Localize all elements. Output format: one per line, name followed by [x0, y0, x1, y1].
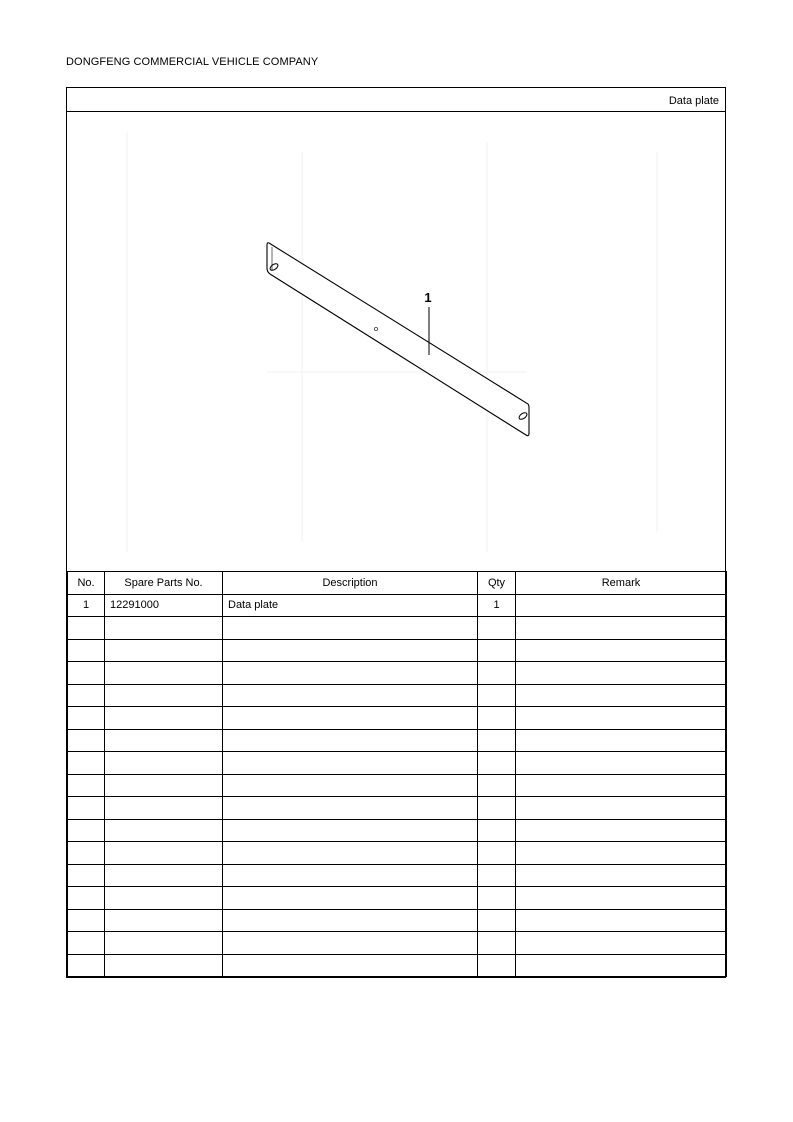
cell-qty [478, 639, 516, 662]
cell-part-no [105, 639, 223, 662]
cell-no [68, 864, 105, 887]
cell-description [223, 639, 478, 662]
cell-remark [516, 707, 727, 730]
company-name: DONGFENG COMMERCIAL VEHICLE COMPANY [66, 56, 319, 68]
table-row [68, 684, 727, 707]
cell-no [68, 707, 105, 730]
table-row [68, 774, 727, 797]
cell-part-no [105, 707, 223, 730]
cell-description [223, 774, 478, 797]
callout-number: 1 [424, 290, 432, 305]
cell-part-no [105, 662, 223, 685]
cell-description [223, 662, 478, 685]
table-row [68, 662, 727, 685]
table-row [68, 729, 727, 752]
cell-no [68, 752, 105, 775]
table-row [68, 819, 727, 842]
cell-description [223, 752, 478, 775]
table-row [68, 752, 727, 775]
cell-remark [516, 684, 727, 707]
cell-qty [478, 662, 516, 685]
header-spare-parts-no: Spare Parts No. [105, 572, 223, 595]
table-row [68, 842, 727, 865]
table-row [68, 954, 727, 977]
cell-no [68, 819, 105, 842]
cell-remark [516, 887, 727, 910]
cell-remark [516, 954, 727, 977]
cell-part-no [105, 887, 223, 910]
cell-remark [516, 909, 727, 932]
cell-part-no [105, 932, 223, 955]
cell-qty [478, 752, 516, 775]
table-row [68, 707, 727, 730]
cell-remark [516, 864, 727, 887]
cell-qty [478, 617, 516, 640]
cell-description: Data plate [223, 594, 478, 617]
cell-qty [478, 797, 516, 820]
cell-no: 1 [68, 594, 105, 617]
cell-qty [478, 729, 516, 752]
header-description: Description [223, 572, 478, 595]
cell-qty [478, 842, 516, 865]
cell-description [223, 797, 478, 820]
cell-remark [516, 594, 727, 617]
cell-description [223, 864, 478, 887]
cell-no [68, 909, 105, 932]
table-row [68, 797, 727, 820]
header-no: No. [68, 572, 105, 595]
table-row [68, 639, 727, 662]
cell-no [68, 954, 105, 977]
cell-qty: 1 [478, 594, 516, 617]
cell-qty [478, 954, 516, 977]
cell-remark [516, 617, 727, 640]
cell-no [68, 842, 105, 865]
cell-qty [478, 707, 516, 730]
table-row [68, 617, 727, 640]
cell-remark [516, 639, 727, 662]
cell-qty [478, 684, 516, 707]
cell-description [223, 617, 478, 640]
cell-part-no [105, 909, 223, 932]
cell-description [223, 819, 478, 842]
cell-description [223, 909, 478, 932]
cell-part-no [105, 684, 223, 707]
table-row [68, 909, 727, 932]
parts-sheet [66, 87, 726, 978]
cell-no [68, 932, 105, 955]
cell-part-no [105, 774, 223, 797]
table-row [68, 594, 727, 617]
cell-qty [478, 932, 516, 955]
data-plate-drawing [67, 112, 726, 571]
cell-remark [516, 774, 727, 797]
cell-no [68, 887, 105, 910]
cell-part-no [105, 752, 223, 775]
cell-description [223, 887, 478, 910]
cell-qty [478, 864, 516, 887]
header-remark: Remark [516, 572, 727, 595]
data-plate-shape [267, 243, 529, 436]
cell-remark [516, 729, 727, 752]
cell-remark [516, 842, 727, 865]
cell-qty [478, 819, 516, 842]
cell-part-no [105, 819, 223, 842]
cell-no [68, 617, 105, 640]
cell-no [68, 684, 105, 707]
cell-description [223, 842, 478, 865]
cell-part-no [105, 954, 223, 977]
cell-part-no [105, 864, 223, 887]
cell-remark [516, 797, 727, 820]
cell-description [223, 684, 478, 707]
cell-part-no [105, 617, 223, 640]
cell-qty [478, 774, 516, 797]
cell-part-no [105, 797, 223, 820]
cell-qty [478, 887, 516, 910]
cell-part-no [105, 729, 223, 752]
cell-qty [478, 909, 516, 932]
cell-no [68, 729, 105, 752]
table-row [68, 864, 727, 887]
cell-description [223, 932, 478, 955]
cell-part-no [105, 842, 223, 865]
cell-no [68, 639, 105, 662]
cell-part-no: 12291000 [105, 594, 223, 617]
parts-table [67, 571, 727, 977]
table-header-row [68, 572, 727, 595]
cell-remark [516, 662, 727, 685]
cell-remark [516, 819, 727, 842]
section-title: Data plate [67, 88, 725, 112]
cell-description [223, 729, 478, 752]
cell-remark [516, 932, 727, 955]
part-illustration [67, 112, 725, 571]
cell-description [223, 707, 478, 730]
cell-no [68, 774, 105, 797]
table-row [68, 887, 727, 910]
cell-remark [516, 752, 727, 775]
cell-description [223, 954, 478, 977]
cell-no [68, 662, 105, 685]
cell-no [68, 797, 105, 820]
header-qty: Qty [478, 572, 516, 595]
table-row [68, 932, 727, 955]
